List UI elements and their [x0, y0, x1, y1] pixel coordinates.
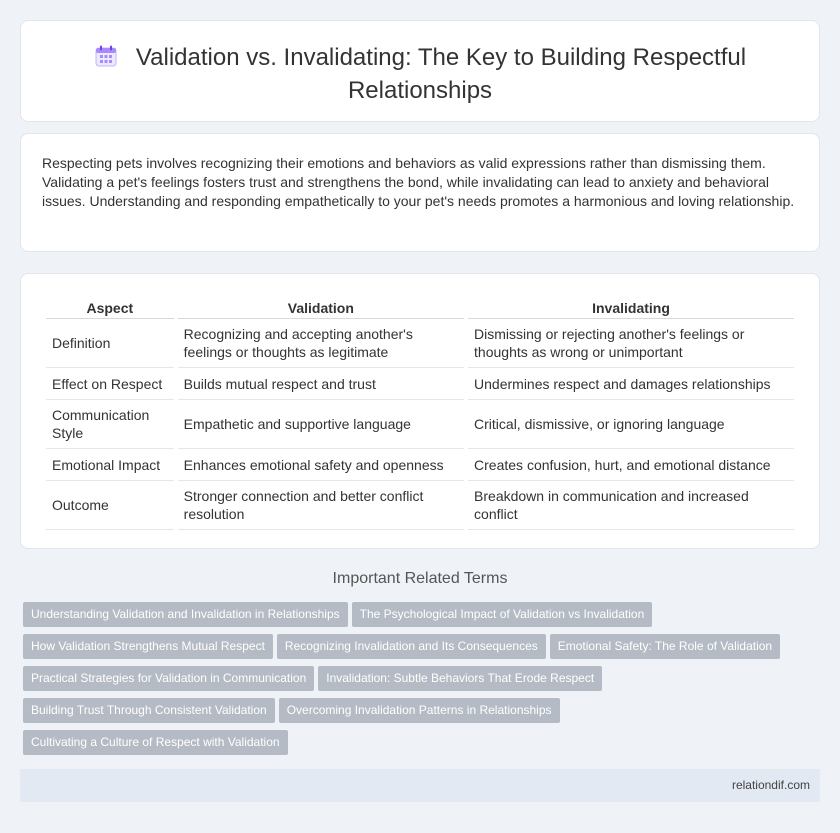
cell-validation: Recognizing and accepting another's feelings or thoughts as legitimate	[178, 319, 464, 368]
related-term-tag[interactable]: Building Trust Through Consistent Validation	[23, 698, 275, 723]
title-line-1: Validation vs. Invalidating: The Key to Building Respectful	[135, 44, 747, 71]
cell-aspect: Communication Style	[46, 400, 174, 449]
page-title	[21, 43, 819, 106]
related-term-tag[interactable]: Understanding Validation and Invalidation in Relationships	[23, 602, 348, 627]
cell-invalidating: Dismissing or rejecting another's feelings or thoughts as wrong or unimportant	[468, 319, 794, 368]
related-term-tag[interactable]: How Validation Strengthens Mutual Respect	[23, 634, 273, 659]
comparison-table	[42, 294, 798, 530]
cell-aspect: Definition	[46, 319, 174, 368]
cell-invalidating: Undermines respect and damages relationships	[468, 368, 794, 400]
related-term-tag[interactable]: Emotional Safety: The Role of Validation	[550, 634, 780, 659]
table-header-row	[46, 294, 794, 319]
intro-paragraph: Respecting pets involves recognizing their emotions and behaviors as valid expressions rather than dismissing them. Validating a pet's feelings fosters trust and strengthens the bond, while invalidating can lead to anxiety and behavioral issues. Understanding and responding empathetically to your pet's needs promotes a harmonious and loving relationship.	[42, 155, 795, 209]
cell-validation: Stronger connection and better conflict resolution	[178, 481, 464, 530]
related-term-tag[interactable]: The Psychological Impact of Validation vs Invalidation	[352, 602, 653, 627]
title-line-2: Relationships	[347, 77, 493, 104]
cell-invalidating: Breakdown in communication and increased conflict	[468, 481, 794, 530]
related-term-tag[interactable]: Invalidation: Subtle Behaviors That Erode Respect	[318, 666, 602, 691]
cell-validation: Enhances emotional safety and openness	[178, 449, 464, 481]
cell-validation: Empathetic and supportive language	[178, 400, 464, 449]
header-validation: Validation	[178, 294, 464, 319]
header-card	[20, 20, 820, 122]
related-terms-list	[23, 602, 817, 762]
cell-aspect: Outcome	[46, 481, 174, 530]
comparison-card	[20, 273, 820, 549]
table-row	[46, 319, 794, 368]
cell-aspect: Effect on Respect	[46, 368, 174, 400]
related-terms-heading: Important Related Terms	[332, 570, 508, 587]
related-term-tag[interactable]: Overcoming Invalidation Patterns in Relationships	[279, 698, 560, 723]
table-row	[46, 481, 794, 530]
site-credit[interactable]: relationdif.com	[731, 778, 810, 792]
intro-card	[20, 133, 820, 252]
related-term-tag[interactable]: Practical Strategies for Validation in Communication	[23, 666, 314, 691]
cell-invalidating: Critical, dismissive, or ignoring language	[468, 400, 794, 449]
related-term-tag[interactable]: Recognizing Invalidation and Its Consequences	[277, 634, 546, 659]
table-row	[46, 449, 794, 481]
footer	[20, 769, 820, 802]
header-aspect: Aspect	[46, 294, 174, 319]
table-row	[46, 400, 794, 449]
cell-validation: Builds mutual respect and trust	[178, 368, 464, 400]
calendar-icon	[94, 44, 118, 76]
table-row	[46, 368, 794, 400]
related-term-tag[interactable]: Cultivating a Culture of Respect with Validation	[23, 730, 288, 755]
cell-aspect: Emotional Impact	[46, 449, 174, 481]
cell-invalidating: Creates confusion, hurt, and emotional distance	[468, 449, 794, 481]
header-invalidating: Invalidating	[468, 294, 794, 319]
